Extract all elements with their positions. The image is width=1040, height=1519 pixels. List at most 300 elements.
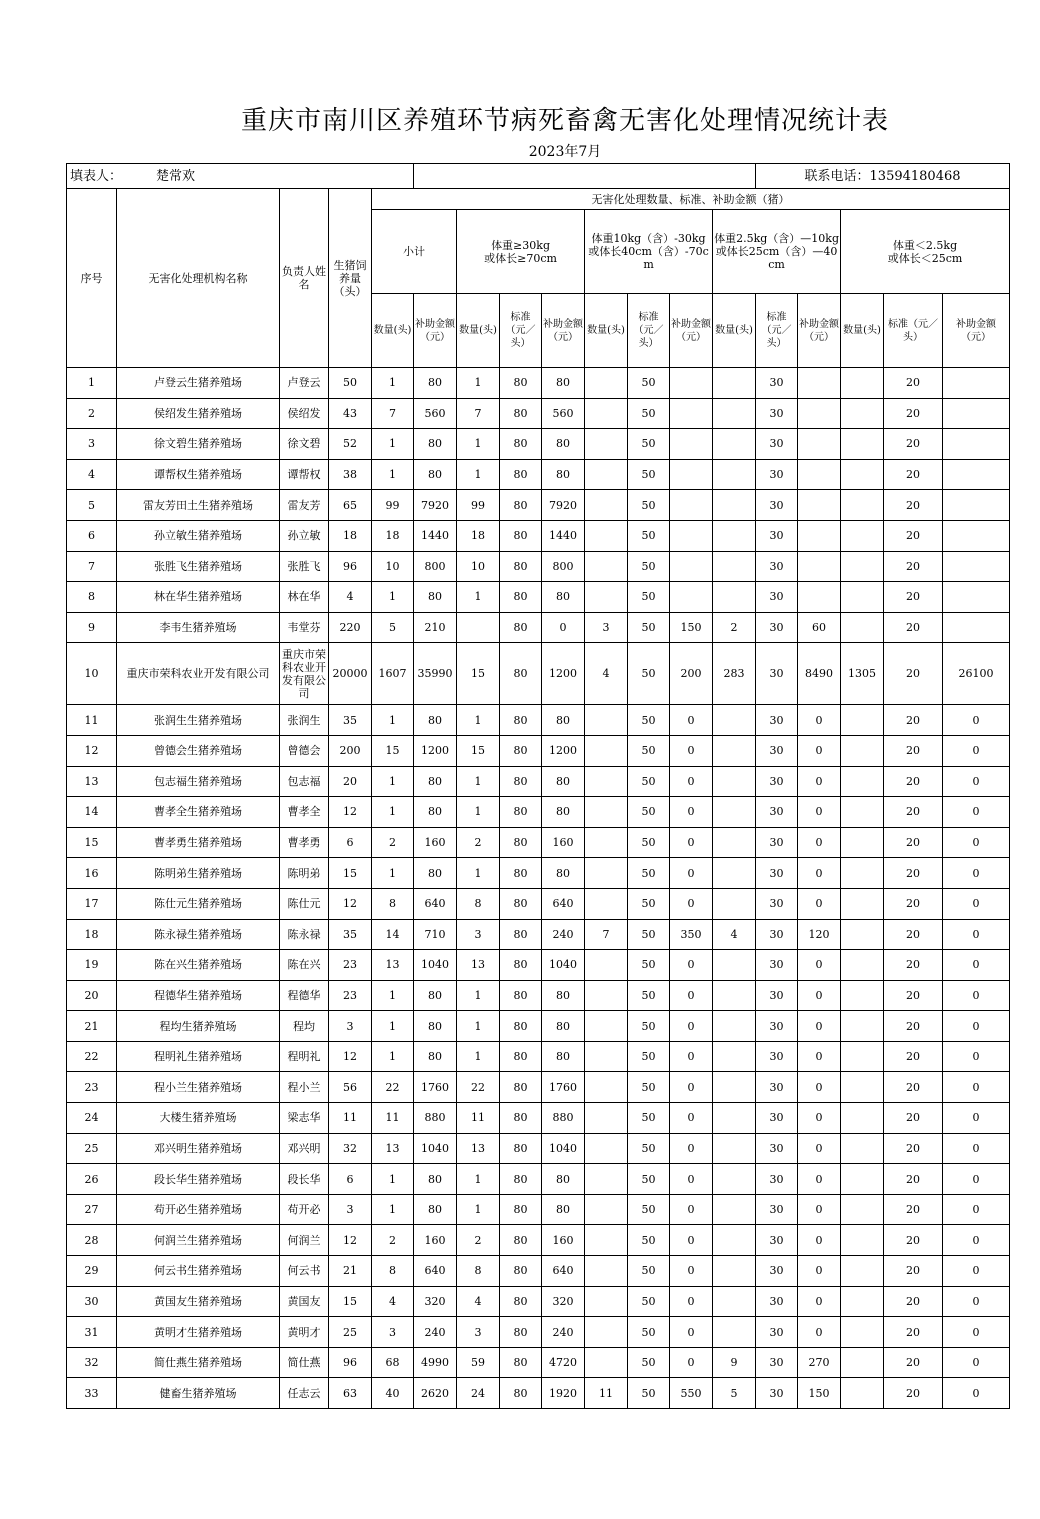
header-group: 无害化处理数量、标准、补助金额（猪）: [372, 189, 1010, 210]
table-cell: 11: [457, 1103, 500, 1134]
table-cell: 99: [372, 490, 414, 521]
header-subtotal: 小计: [372, 210, 457, 294]
table-cell: [585, 398, 628, 429]
table-cell: 0: [943, 1011, 1010, 1042]
table-cell: 4: [372, 1286, 414, 1317]
table-cell: [713, 1194, 756, 1225]
table-cell: 20: [884, 398, 943, 429]
table-cell: 陈在兴生猪养殖场: [117, 950, 280, 981]
table-cell: 0: [670, 735, 713, 766]
table-cell: 30: [756, 551, 798, 582]
table-cell: 0: [943, 1286, 1010, 1317]
table-cell: 50: [628, 766, 670, 797]
table-cell: 1: [457, 766, 500, 797]
table-cell: [841, 520, 884, 551]
table-cell: 19: [67, 950, 117, 981]
header-person: 负责人姓名: [280, 189, 329, 368]
table-cell: [585, 1256, 628, 1287]
table-cell: 11: [329, 1103, 372, 1134]
table-cell: [670, 429, 713, 460]
table-cell: [713, 1011, 756, 1042]
table-cell: 重庆市荣科农业开发有限公司: [117, 643, 280, 705]
table-cell: [841, 398, 884, 429]
table-cell: [585, 980, 628, 1011]
table-cell: 11: [372, 1103, 414, 1134]
table-cell: [943, 368, 1010, 399]
table-cell: 何云书生猪养殖场: [117, 1256, 280, 1287]
table-cell: [585, 520, 628, 551]
table-cell: 50: [628, 520, 670, 551]
table-cell: 35: [329, 919, 372, 950]
table-row: [67, 858, 1010, 889]
table-cell: 80: [414, 797, 457, 828]
table-cell: 曾德会: [280, 735, 329, 766]
table-cell: 50: [628, 643, 670, 705]
table-cell: 4: [585, 643, 628, 705]
table-cell: [841, 1378, 884, 1409]
table-cell: 30: [756, 1225, 798, 1256]
table-cell: 13: [372, 950, 414, 981]
table-row: [67, 1256, 1010, 1287]
table-cell: 段长华生猪养殖场: [117, 1164, 280, 1195]
table-cell: 80: [500, 1164, 542, 1195]
table-cell: 10: [372, 551, 414, 582]
header-amount: 补助金额（元）: [943, 294, 1010, 368]
table-cell: 50: [628, 459, 670, 490]
table-cell: 0: [798, 797, 841, 828]
table-cell: [943, 551, 1010, 582]
table-cell: 20: [884, 1072, 943, 1103]
table-cell: 1200: [542, 735, 585, 766]
table-cell: 0: [798, 888, 841, 919]
table-cell: 12: [329, 888, 372, 919]
table-cell: 张胜飞生猪养殖场: [117, 551, 280, 582]
table-cell: [585, 1225, 628, 1256]
table-cell: 80: [414, 705, 457, 736]
table-cell: 50: [628, 858, 670, 889]
table-cell: 3: [329, 1011, 372, 1042]
table-cell: 曹孝全: [280, 797, 329, 828]
table-cell: 0: [670, 1194, 713, 1225]
table-cell: 雷友芳: [280, 490, 329, 521]
table-cell: [585, 429, 628, 460]
table-cell: 0: [943, 1072, 1010, 1103]
table-cell: 11: [67, 705, 117, 736]
table-cell: 1: [372, 582, 414, 613]
table-cell: 560: [542, 398, 585, 429]
table-cell: 270: [798, 1347, 841, 1378]
table-cell: 50: [628, 797, 670, 828]
table-cell: 283: [713, 643, 756, 705]
table-cell: 320: [414, 1286, 457, 1317]
table-row: [67, 1347, 1010, 1378]
table-cell: 0: [798, 950, 841, 981]
table-cell: [713, 459, 756, 490]
table-cell: [713, 797, 756, 828]
table-cell: [670, 582, 713, 613]
table-cell: 3: [372, 1317, 414, 1348]
table-cell: 1760: [414, 1072, 457, 1103]
table-cell: 1: [457, 858, 500, 889]
table-cell: 80: [500, 490, 542, 521]
table-cell: 2: [713, 612, 756, 643]
table-cell: [798, 582, 841, 613]
table-cell: 32: [329, 1133, 372, 1164]
table-cell: 80: [500, 735, 542, 766]
table-cell: [713, 520, 756, 551]
table-cell: 程德华生猪养殖场: [117, 980, 280, 1011]
table-cell: 20: [884, 520, 943, 551]
table-cell: 20: [884, 919, 943, 950]
table-cell: 2: [457, 827, 500, 858]
page-title: 重庆市南川区养殖环节病死畜禽无害化处理情况统计表: [240, 106, 889, 136]
table-cell: 80: [500, 827, 542, 858]
table-cell: 30: [756, 735, 798, 766]
table-cell: 10: [457, 551, 500, 582]
table-cell: 31: [67, 1317, 117, 1348]
table-cell: 4: [457, 1286, 500, 1317]
table-cell: 程均: [280, 1011, 329, 1042]
table-cell: [841, 1256, 884, 1287]
table-cell: 4720: [542, 1347, 585, 1378]
table-cell: [670, 368, 713, 399]
table-cell: 30: [756, 459, 798, 490]
table-cell: 侯绍发: [280, 398, 329, 429]
table-cell: [280, 643, 329, 705]
table-cell: 80: [414, 1041, 457, 1072]
table-row: [67, 735, 1010, 766]
table-cell: 24: [67, 1103, 117, 1134]
table-cell: 1: [372, 766, 414, 797]
table-cell: 8: [372, 1256, 414, 1287]
table-cell: 1: [457, 1194, 500, 1225]
table-cell: 800: [414, 551, 457, 582]
table-cell: [798, 490, 841, 521]
table-cell: 0: [943, 735, 1010, 766]
table-row: [67, 1041, 1010, 1072]
table-cell: 15: [329, 858, 372, 889]
header-qty: 数量(头): [372, 294, 414, 368]
table-cell: 0: [798, 1072, 841, 1103]
table-cell: 30: [756, 643, 798, 705]
table-cell: 30: [756, 1133, 798, 1164]
table-cell: 苟开必: [280, 1194, 329, 1225]
table-cell: [943, 582, 1010, 613]
table-cell: 30: [756, 1194, 798, 1225]
table-cell: [713, 858, 756, 889]
table-cell: 27: [67, 1194, 117, 1225]
table-cell: [713, 1225, 756, 1256]
table-cell: [713, 1133, 756, 1164]
table-cell: 0: [943, 1133, 1010, 1164]
table-cell: [670, 459, 713, 490]
header-std: 标准（元／头）: [756, 294, 798, 368]
table-cell: 160: [414, 1225, 457, 1256]
table-cell: [841, 1225, 884, 1256]
table-cell: 30: [756, 582, 798, 613]
table-cell: 30: [756, 766, 798, 797]
table-cell: 30: [756, 520, 798, 551]
table-cell: 50: [628, 1347, 670, 1378]
table-cell: 0: [943, 1317, 1010, 1348]
table-cell: 1040: [414, 1133, 457, 1164]
table-cell: 12: [329, 1225, 372, 1256]
table-cell: 20: [884, 888, 943, 919]
table-cell: 150: [670, 612, 713, 643]
table-cell: 80: [500, 919, 542, 950]
table-cell: 20: [884, 368, 943, 399]
table-cell: 50: [628, 980, 670, 1011]
table-cell: 6: [329, 1164, 372, 1195]
table-cell: [841, 1317, 884, 1348]
table-cell: 80: [500, 1011, 542, 1042]
table-cell: [713, 888, 756, 919]
table-cell: 80: [500, 705, 542, 736]
table-cell: 8: [372, 888, 414, 919]
table-cell: 13: [372, 1133, 414, 1164]
table-cell: 80: [500, 459, 542, 490]
table-cell: [585, 1072, 628, 1103]
header-std: 标准（元／头）: [884, 294, 943, 368]
table-cell: [585, 705, 628, 736]
table-cell: 50: [628, 1103, 670, 1134]
table-cell: 80: [500, 520, 542, 551]
table-cell: 20: [884, 490, 943, 521]
table-cell: 1: [457, 797, 500, 828]
table-row: [67, 1317, 1010, 1348]
table-cell: 21: [67, 1011, 117, 1042]
table-cell: 240: [414, 1317, 457, 1348]
table-cell: 14: [372, 919, 414, 950]
table-cell: 0: [670, 1133, 713, 1164]
header-weight-10-30kg: 体重10kg（含）-30kg或体长40cm（含）-70cm: [585, 210, 713, 294]
table-cell: 30: [756, 368, 798, 399]
table-cell: 0: [798, 1317, 841, 1348]
table-cell: 1200: [414, 735, 457, 766]
table-cell: 黄明才生猪养殖场: [117, 1317, 280, 1348]
table-cell: 43: [329, 398, 372, 429]
table-cell: [585, 735, 628, 766]
table-cell: 20000: [329, 643, 372, 705]
table-cell: 1440: [414, 520, 457, 551]
table-cell: 陈永禄: [280, 919, 329, 950]
table-row: [67, 705, 1010, 736]
table-cell: 简仕燕生猪养殖场: [117, 1347, 280, 1378]
table-cell: 20: [884, 1011, 943, 1042]
table-cell: 0: [670, 1072, 713, 1103]
table-cell: 26: [67, 1164, 117, 1195]
table-cell: 曹孝勇生猪养殖场: [117, 827, 280, 858]
table-cell: 80: [500, 398, 542, 429]
table-cell: 33: [67, 1378, 117, 1409]
table-cell: 50: [628, 888, 670, 919]
table-cell: 1: [457, 705, 500, 736]
table-cell: 0: [943, 827, 1010, 858]
table-cell: 50: [628, 919, 670, 950]
table-cell: [585, 888, 628, 919]
table-cell: 30: [756, 1041, 798, 1072]
table-cell: 1200: [542, 643, 585, 705]
table-cell: 3: [457, 1317, 500, 1348]
table-cell: 0: [670, 766, 713, 797]
table-cell: 50: [628, 1225, 670, 1256]
table-cell: 陈在兴: [280, 950, 329, 981]
table-cell: 20: [884, 1133, 943, 1164]
table-cell: 30: [756, 1286, 798, 1317]
table-cell: 59: [457, 1347, 500, 1378]
header-amount: 补助金额（元）: [670, 294, 713, 368]
header-amount: 补助金额（元）: [414, 294, 457, 368]
table-cell: 3: [329, 1194, 372, 1225]
table-cell: [585, 1103, 628, 1134]
table-cell: [841, 735, 884, 766]
table-cell: 23: [329, 980, 372, 1011]
table-cell: 0: [943, 1103, 1010, 1134]
header-qty: 数量(头): [841, 294, 884, 368]
table-cell: 50: [628, 490, 670, 521]
table-cell: 30: [756, 950, 798, 981]
table-cell: 0: [670, 1317, 713, 1348]
table-cell: 1440: [542, 520, 585, 551]
table-cell: 710: [414, 919, 457, 950]
table-cell: 曹孝勇: [280, 827, 329, 858]
table-cell: 7920: [542, 490, 585, 521]
table-cell: 1: [457, 459, 500, 490]
table-cell: 80: [542, 582, 585, 613]
table-cell: 80: [500, 797, 542, 828]
table-cell: 邓兴明生猪养殖场: [117, 1133, 280, 1164]
table-cell: 李韦生猪养殖场: [117, 612, 280, 643]
table-cell: 80: [414, 1164, 457, 1195]
table-cell: [798, 459, 841, 490]
table-cell: 20: [329, 766, 372, 797]
table-cell: 黄国友生猪养殖场: [117, 1286, 280, 1317]
table-cell: 何云书: [280, 1256, 329, 1287]
table-cell: [841, 1286, 884, 1317]
table-cell: 80: [414, 582, 457, 613]
table-cell: 23: [67, 1072, 117, 1103]
table-cell: 28: [67, 1225, 117, 1256]
table-cell: 30: [756, 429, 798, 460]
table-cell: 80: [500, 1103, 542, 1134]
table-cell: 12: [329, 797, 372, 828]
table-cell: 30: [67, 1286, 117, 1317]
table-row: [67, 1103, 1010, 1134]
table-cell: [841, 551, 884, 582]
table-cell: 0: [798, 735, 841, 766]
table-cell: 20: [884, 1225, 943, 1256]
table-cell: 陈明弟生猪养殖场: [117, 858, 280, 889]
table-cell: 1: [372, 429, 414, 460]
table-cell: 1: [372, 1011, 414, 1042]
table-cell: 张润生生猪养殖场: [117, 705, 280, 736]
table-cell: 210: [414, 612, 457, 643]
table-cell: 18: [329, 520, 372, 551]
table-cell-text: 重庆市荣科农业开发有限公司: [282, 647, 326, 700]
table-cell: [713, 950, 756, 981]
table-cell: 80: [542, 368, 585, 399]
table-cell: [798, 520, 841, 551]
table-cell: 6: [67, 520, 117, 551]
table-cell: 0: [670, 980, 713, 1011]
table-cell: 30: [756, 612, 798, 643]
table-cell: [841, 888, 884, 919]
table-cell: 30: [756, 858, 798, 889]
table-cell: 880: [542, 1103, 585, 1134]
table-cell: [585, 950, 628, 981]
table-cell: 50: [628, 1286, 670, 1317]
table-cell: 50: [628, 1133, 670, 1164]
table-cell: 20: [884, 1317, 943, 1348]
table-cell: 0: [943, 705, 1010, 736]
table-cell: 18: [372, 520, 414, 551]
table-cell: 50: [628, 950, 670, 981]
table-cell: 80: [500, 858, 542, 889]
table-cell: 80: [542, 766, 585, 797]
table-cell: [943, 459, 1010, 490]
table-cell: 韦堂芬: [280, 612, 329, 643]
table-cell: 黄明才: [280, 1317, 329, 1348]
table-cell: 52: [329, 429, 372, 460]
header-std: 标准（元／头）: [628, 294, 670, 368]
table-cell: 60: [798, 612, 841, 643]
table-cell: 1: [457, 980, 500, 1011]
table-cell: 80: [500, 1378, 542, 1409]
table-cell: 林在华生猪养殖场: [117, 582, 280, 613]
table-cell: 80: [500, 551, 542, 582]
table-cell: 0: [670, 1011, 713, 1042]
table-cell: 程德华: [280, 980, 329, 1011]
table-cell: [585, 490, 628, 521]
table-cell: 99: [457, 490, 500, 521]
table-row: [67, 490, 1010, 521]
table-cell: 30: [756, 980, 798, 1011]
table-cell: [670, 398, 713, 429]
table-cell: 0: [670, 858, 713, 889]
table-cell: 邓兴明: [280, 1133, 329, 1164]
table-cell: [841, 582, 884, 613]
table-row: [67, 827, 1010, 858]
table-cell: 0: [670, 705, 713, 736]
table-cell: [841, 766, 884, 797]
table-row: [67, 1133, 1010, 1164]
table-cell: [713, 766, 756, 797]
table-cell: [713, 551, 756, 582]
table-cell: 0: [798, 1256, 841, 1287]
table-cell: 0: [542, 612, 585, 643]
header-org: 无害化处理机构名称: [117, 189, 280, 368]
table-cell: 1: [372, 1164, 414, 1195]
table-cell: 50: [628, 612, 670, 643]
table-cell: 50: [628, 398, 670, 429]
table-cell: 50: [329, 368, 372, 399]
table-cell: [670, 490, 713, 521]
table-cell: [585, 1347, 628, 1378]
table-cell: [585, 1194, 628, 1225]
table-cell: 640: [542, 1256, 585, 1287]
table-cell: 2: [372, 1225, 414, 1256]
blank-info-cell: [414, 164, 756, 189]
table-cell: 0: [670, 1164, 713, 1195]
table-cell: 卢登云: [280, 368, 329, 399]
table-cell: [713, 1256, 756, 1287]
table-cell: 80: [500, 1133, 542, 1164]
table-cell: 0: [943, 1041, 1010, 1072]
table-cell: 程明礼: [280, 1041, 329, 1072]
table-cell: 80: [500, 766, 542, 797]
table-cell: 15: [457, 643, 500, 705]
table-cell: 20: [884, 551, 943, 582]
